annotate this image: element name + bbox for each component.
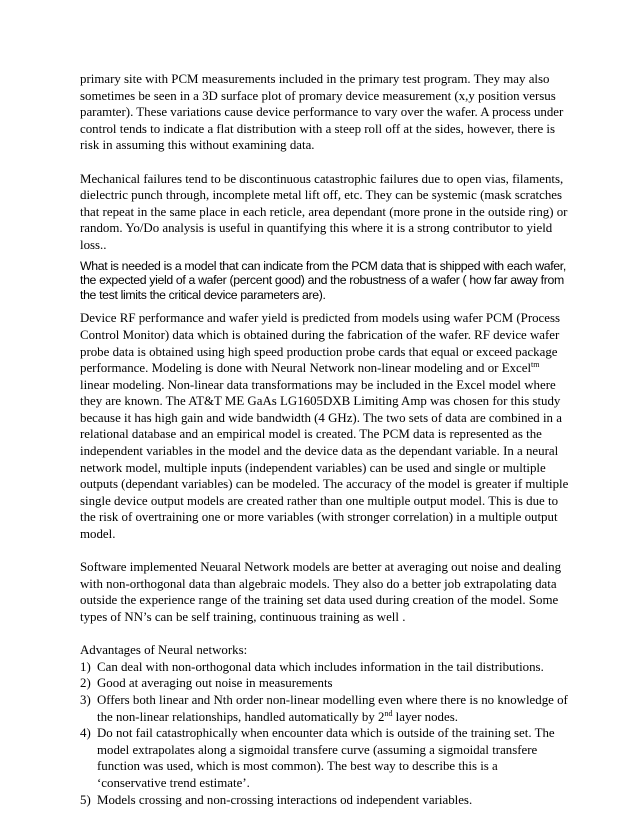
list-item [80, 675, 569, 692]
list-item [80, 792, 569, 809]
list-item-number: 4) [80, 726, 91, 741]
advantages-list [80, 659, 569, 808]
list-heading-advantages: Advantages of Neural networks: [80, 643, 248, 658]
list-item-text-part: layer nodes. [392, 709, 458, 724]
list-item-text: Can deal with non-orthogonal data which includes information in the tail distributions. [97, 659, 544, 674]
list-item-number: 3) [80, 692, 91, 707]
list-item-number: 1) [80, 659, 91, 674]
list-item [80, 692, 569, 725]
list-item-text: Do not fail catastrophically when encounter data which is outside of the training set. The model extrapolates along a sigmoidal transfere curve (assuming a sigmoidal transfere function was used, which is most common). The best way to describe this is a ‘conservative trend estimate’. [97, 726, 555, 790]
trademark-superscript: tm [531, 360, 540, 370]
paragraph-mechanical-failures: Mechanical failures tend to be discontinuous catastrophic failures due to open vias, filaments, dielectric punch through, incomplete metal lift off, etc. They can be systemic (mask scratches that repeat in the same place in each reticle, area dependant (more prone in the outside ring) or random. Yo/Do analysis is useful in quantifying this where it is a strong contributor to yield loss.. [80, 171, 568, 252]
paragraph-software-neural-network: Software implemented Neuaral Network models are better at averaging out noise and dealing with non-orthogonal data than algebraic models. They also do a better job extrapolating data outside the experience range of the training set data used during creation of the model. Some types of NN’s can be self training, continuous training as well . [80, 560, 562, 624]
paragraph-device-rf-performance [80, 310, 569, 542]
list-item [80, 659, 569, 676]
list-item-text: Models crossing and non-crossing interactions od independent variables. [97, 792, 473, 807]
paragraph-text: linear modeling. Non-linear data transformations may be included in the Excel model where they are known. The AT&T ME GaAs LG1605DXB Limiting Amp was chosen for this study because it has high gain and wide bandwidth (4 GHz). The two sets of data are combined in a relational database and an empirical model is created. The PCM data is represented as the independent variables in the model and the device data as the dependant variable. In a neural network model, multiple inputs (independent variables) can be used and single or multiple outputs (dependant variables) can be modeled. The accuracy of the model is greater if multiple single device output models are created rather than one multiple output model. This is due to the risk of overtraining one or more variables (with stronger correlation) in a multiple output model. [80, 377, 569, 542]
list-item-text [97, 693, 568, 724]
paragraph-text: Device RF performance and wafer yield is predicted from models using wafer PCM (Process Control Monitor) data which is obtained during the fabrication of the wafer. RF device wafer probe data is obtained using high speed production probe cards that equal or exceed package performance. Modeling is done with Neural Network non-linear modeling and or Excel [80, 311, 561, 376]
list-item-number: 5) [80, 792, 91, 807]
list-item-text: Good at averaging out noise in measurements [97, 676, 333, 691]
list-item-text-part: Offers both linear and Nth order non-linear modelling even where there is no knowledge of the non-linear relationships, handled automatically by 2 [97, 692, 568, 724]
section-heading-model-needed: What is needed is a model that can indicate from the PCM data that is shipped with each wafer, the expected yield of a wafer (percent good) and the robustness of a wafer ( how far away from the test limits the critical device parameters are). [80, 258, 566, 302]
document-body [80, 71, 569, 808]
list-item-number: 2) [80, 676, 91, 691]
list-item [80, 725, 569, 791]
ordinal-superscript: nd [384, 708, 393, 718]
paragraph-pcm-variation: primary site with PCM measurements included in the primary test program. They may also sometimes be seen in a 3D surface plot of promary device measurement (x,y position versus paramter). These variations cause device performance to vary over the wafer. A process under control tends to indicate a flat distribution with a steep roll off at the sides, however, there is risk in assuming this without examining data. [80, 72, 564, 153]
